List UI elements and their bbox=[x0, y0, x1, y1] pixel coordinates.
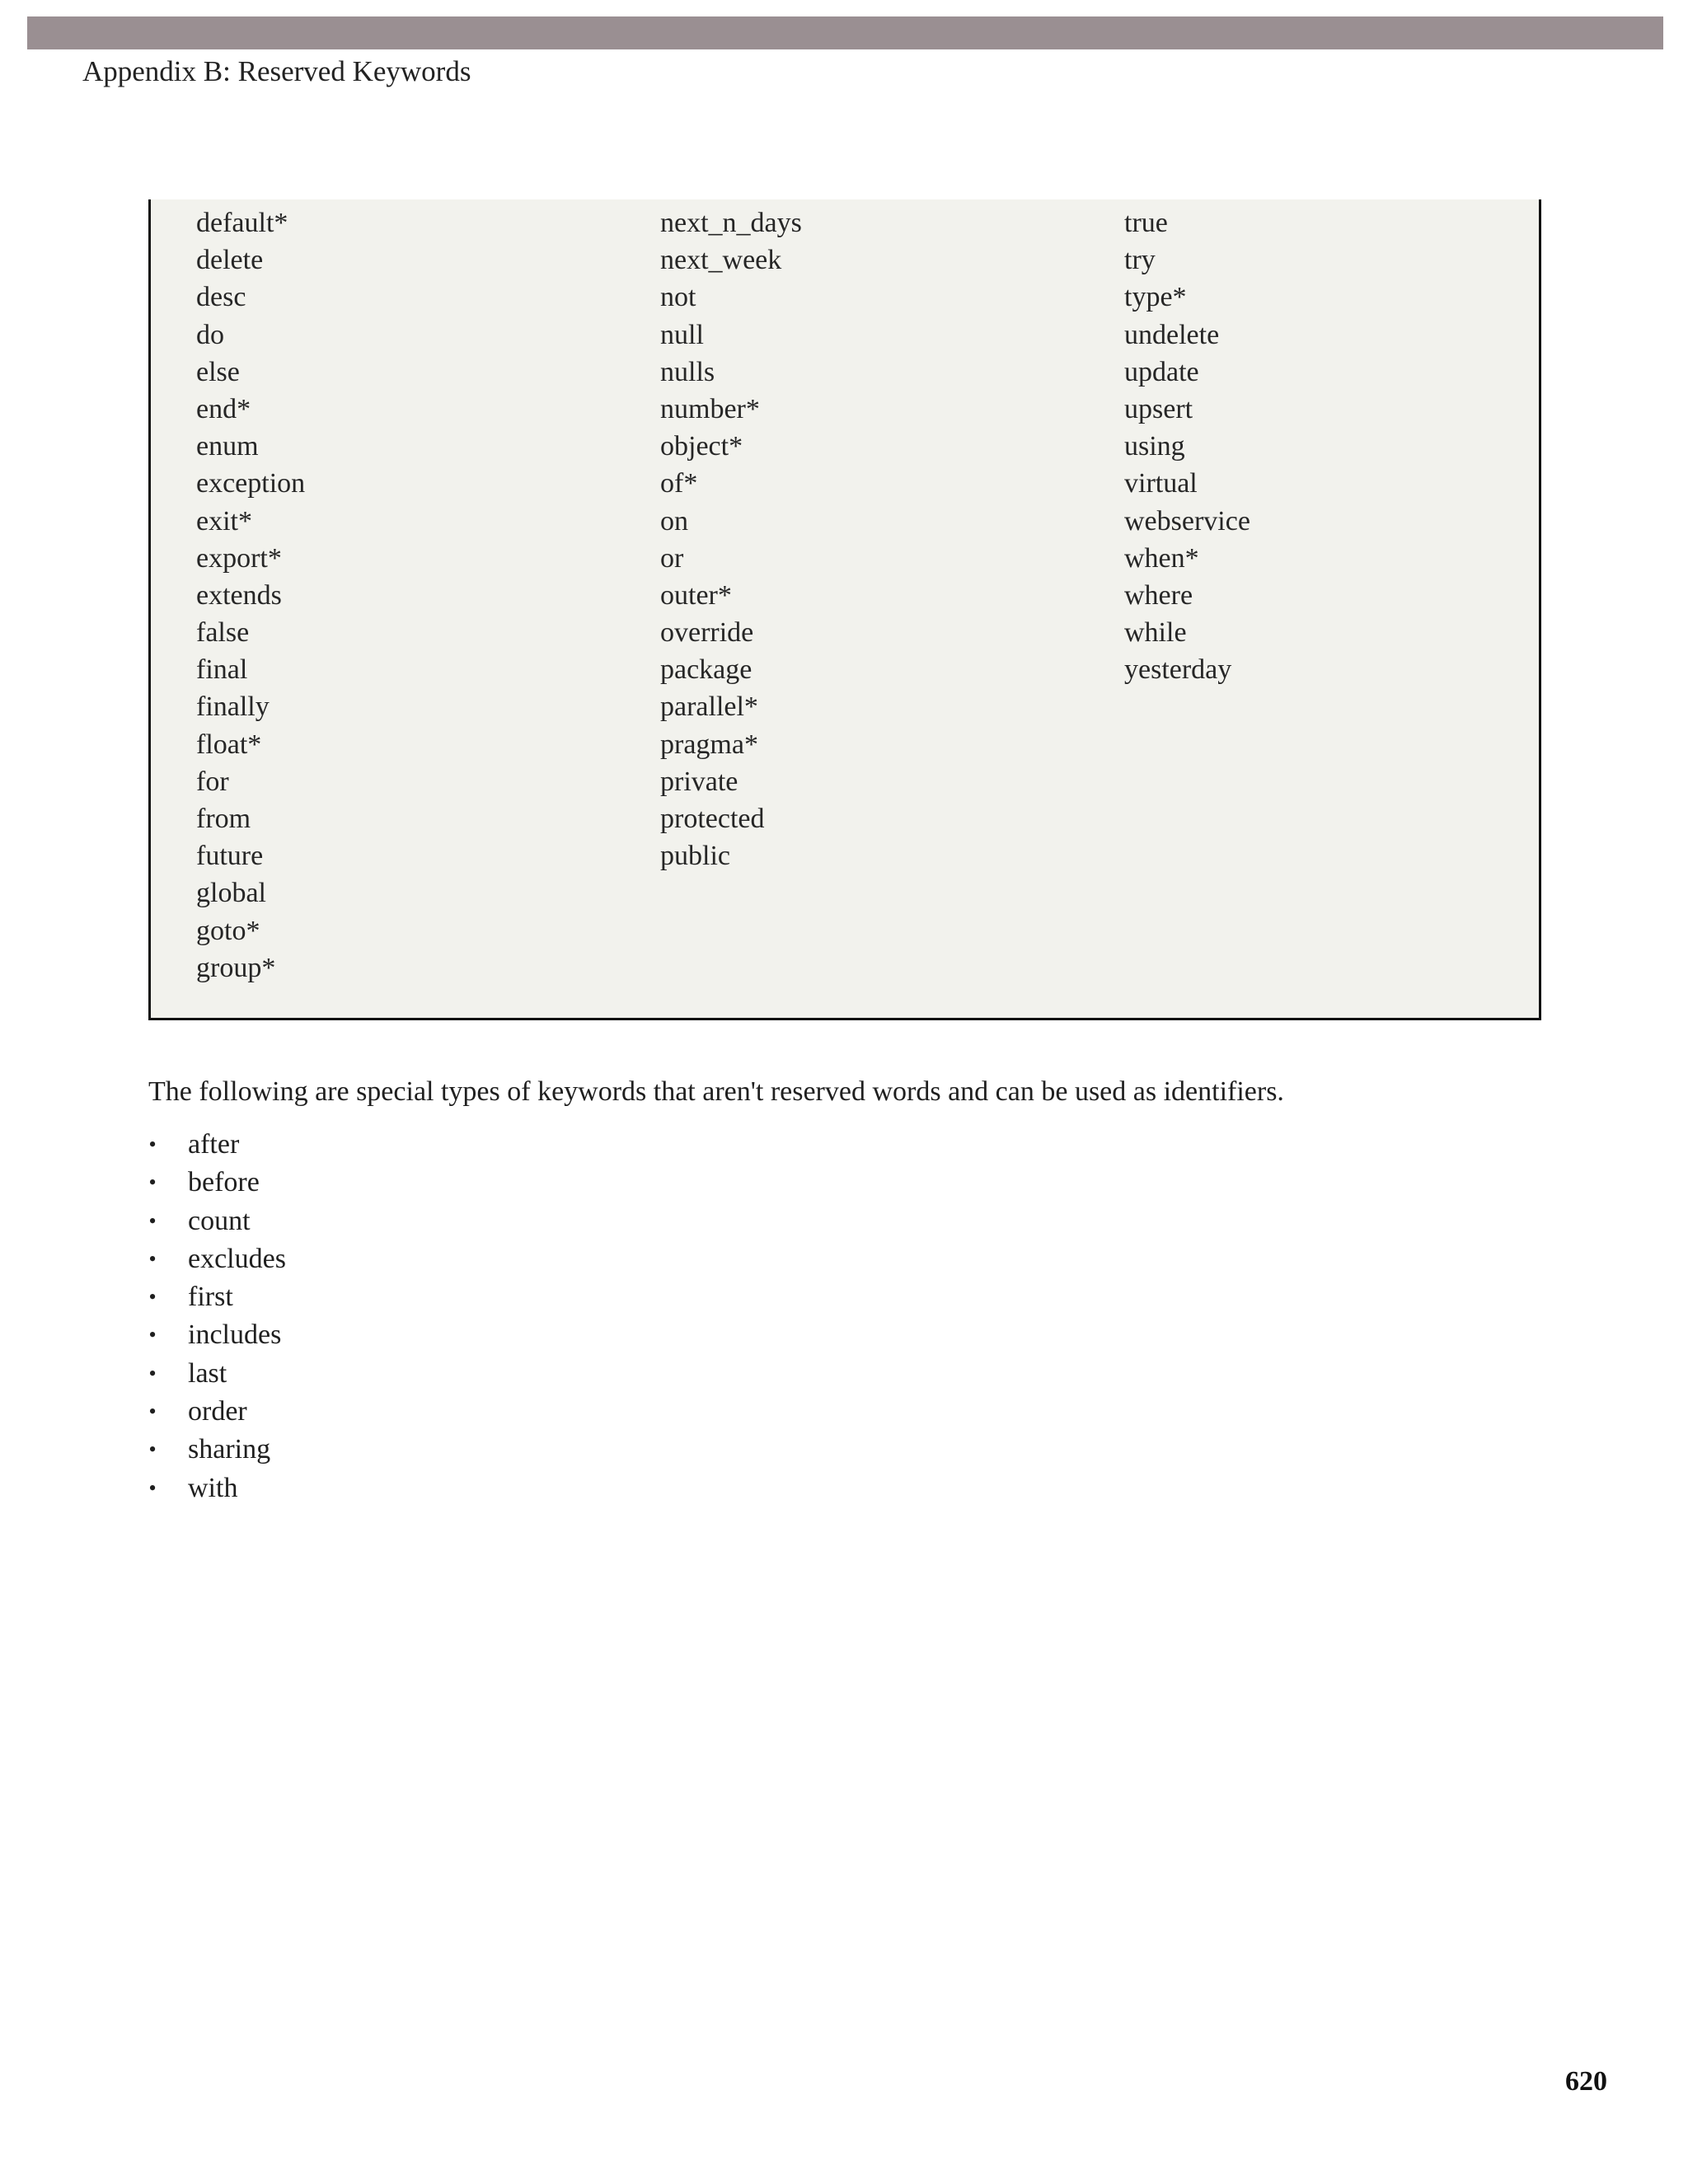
keyword-item: finally bbox=[196, 691, 270, 723]
keyword-item: protected bbox=[660, 804, 765, 834]
keyword-item: upsert bbox=[1124, 393, 1193, 424]
special-keyword-label: excludes bbox=[188, 1243, 286, 1274]
keyword-item: for bbox=[196, 766, 229, 797]
special-keyword-label: includes bbox=[188, 1319, 282, 1351]
bullet-icon: • bbox=[148, 1323, 157, 1347]
keyword-item: desc bbox=[196, 282, 246, 313]
keyword-item: goto* bbox=[196, 915, 260, 946]
keyword-item: object* bbox=[660, 431, 743, 462]
keyword-item: export* bbox=[196, 542, 282, 574]
bullet-icon: • bbox=[148, 1132, 157, 1156]
keyword-column-3 bbox=[1124, 204, 1250, 688]
keyword-item: false bbox=[196, 617, 250, 649]
bullet-icon: • bbox=[148, 1361, 157, 1385]
special-keywords-intro: The following are special types of keywords that aren't reserved words and can be used as identifiers. bbox=[148, 1076, 1284, 1107]
reserved-keywords-table bbox=[148, 199, 1541, 1020]
keyword-item: enum bbox=[196, 431, 259, 462]
bullet-icon: • bbox=[148, 1285, 157, 1310]
keyword-item: do bbox=[196, 319, 224, 350]
special-keyword-label: first bbox=[188, 1282, 233, 1313]
keyword-item: group* bbox=[196, 952, 276, 983]
keyword-item: of* bbox=[660, 468, 698, 499]
keyword-item: number* bbox=[660, 393, 760, 424]
keyword-item: undelete bbox=[1124, 319, 1220, 350]
keyword-item: or bbox=[660, 542, 684, 574]
keyword-item: update bbox=[1124, 356, 1199, 387]
special-keyword-label: count bbox=[188, 1205, 251, 1236]
special-keyword-label: with bbox=[188, 1472, 238, 1503]
keyword-item: override bbox=[660, 617, 754, 649]
keyword-item: public bbox=[660, 841, 730, 872]
keyword-item: while bbox=[1124, 617, 1187, 649]
keyword-item: yesterday bbox=[1124, 654, 1232, 686]
bullet-icon: • bbox=[148, 1437, 157, 1462]
keyword-item: exception bbox=[196, 468, 306, 499]
bullet-icon: • bbox=[148, 1399, 157, 1424]
special-keyword-label: sharing bbox=[188, 1434, 271, 1465]
keyword-item: webservice bbox=[1124, 505, 1250, 537]
keyword-item: extends bbox=[196, 579, 282, 611]
keyword-item: type* bbox=[1124, 282, 1187, 313]
bullet-icon: • bbox=[148, 1208, 157, 1233]
keyword-item: from bbox=[196, 804, 251, 834]
keyword-item: package bbox=[660, 654, 753, 686]
keyword-column-2 bbox=[660, 204, 802, 874]
keyword-item: else bbox=[196, 356, 240, 387]
header-bar bbox=[27, 16, 1663, 49]
keyword-item: private bbox=[660, 766, 738, 797]
keyword-item: final bbox=[196, 654, 248, 686]
keyword-item: next_week bbox=[660, 245, 782, 276]
keyword-item: exit* bbox=[196, 505, 252, 537]
keyword-item: pragma* bbox=[660, 729, 758, 760]
keyword-item: end* bbox=[196, 393, 251, 424]
page-number: 620 bbox=[1565, 2066, 1607, 2097]
keyword-item: float* bbox=[196, 729, 262, 760]
keyword-item: where bbox=[1124, 579, 1193, 611]
special-keyword-label: last bbox=[188, 1357, 227, 1389]
keyword-item: when* bbox=[1124, 542, 1199, 574]
keyword-item: default* bbox=[196, 208, 288, 238]
bullet-icon: • bbox=[148, 1246, 157, 1271]
keyword-item: outer* bbox=[660, 579, 732, 611]
special-keyword-label: order bbox=[188, 1396, 247, 1427]
keyword-item: global bbox=[196, 878, 266, 909]
keyword-item: nulls bbox=[660, 356, 715, 387]
keyword-item: true bbox=[1124, 208, 1168, 238]
keyword-item: parallel* bbox=[660, 691, 758, 723]
keyword-item: next_n_days bbox=[660, 208, 802, 238]
keyword-column-1 bbox=[196, 204, 305, 987]
keyword-item: try bbox=[1124, 245, 1156, 276]
keyword-item: not bbox=[660, 282, 696, 313]
keyword-item: delete bbox=[196, 245, 264, 276]
bullet-icon: • bbox=[148, 1475, 157, 1500]
bullet-icon: • bbox=[148, 1170, 157, 1195]
keyword-item: on bbox=[660, 505, 688, 537]
keyword-item: virtual bbox=[1124, 468, 1198, 499]
keyword-item: null bbox=[660, 319, 704, 350]
keyword-item: using bbox=[1124, 431, 1185, 462]
special-keyword-label: after bbox=[188, 1129, 240, 1160]
running-header: Appendix B: Reserved Keywords bbox=[82, 55, 471, 87]
special-keyword-label: before bbox=[188, 1167, 260, 1198]
keyword-item: future bbox=[196, 841, 264, 872]
